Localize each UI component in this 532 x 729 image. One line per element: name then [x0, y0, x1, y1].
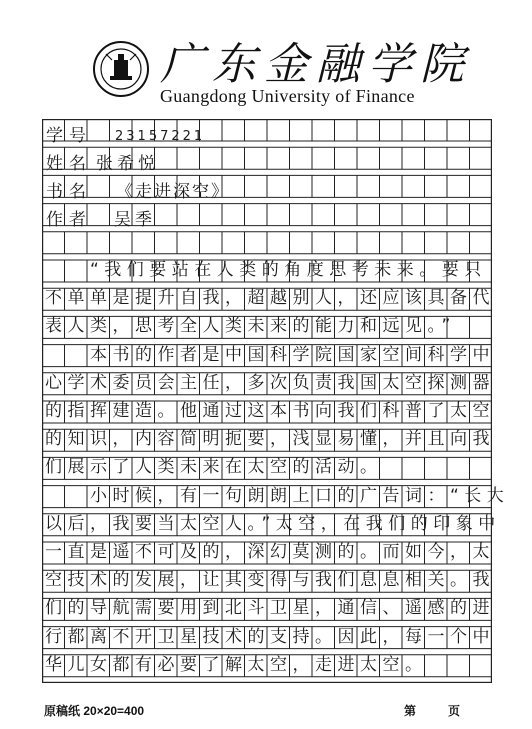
paper-spec-label: 原稿纸 20×20=400 — [44, 704, 145, 718]
essay-line: 的知识，内容简明扼要，浅显易懂，并且向我 — [45, 429, 495, 450]
field-value: 张希悦 — [96, 154, 159, 174]
essay-line: 华儿女都有必要了解太空，走进太空。 — [45, 654, 428, 675]
field-label: 学号 — [46, 126, 92, 146]
essay-line: 以后，我要当太空人。”太空，在我们的印象中 — [45, 513, 501, 534]
essay-line: 本书的作者是中国科学院国家空间科学中 — [90, 344, 495, 365]
essay-line: 行都离不开卫星技术的支持。因此，每一个中 — [45, 626, 495, 647]
essay-line: 的指挥建造。他通过这本书向我们科普了太空 — [45, 401, 495, 421]
university-name-english: Guangdong University of Finance — [160, 86, 415, 106]
page-label-suffix: 页 — [448, 704, 461, 718]
field-value: 23157221 — [115, 129, 206, 144]
essay-line: 心学术委员会主任，多次负责我国太空探测器 — [45, 372, 495, 393]
letterhead — [0, 0, 532, 112]
essay-line: 空技术的发展，让其变得与我们息息相关。我 — [45, 570, 495, 591]
essay-line: 们的导航需要用到北斗卫星，通信、遥感的进 — [45, 598, 495, 619]
university-seal-icon — [92, 40, 150, 98]
essay-line: 表人类，思考全人类未来的能力和远见。” — [45, 316, 456, 337]
university-name-calligraphy: 广东金融学院 — [160, 39, 472, 90]
essay-line: 小时候，有一句朗朗上口的广告词：“长大 — [90, 485, 510, 506]
field-value: 《走进深空》 — [116, 182, 230, 202]
essay-line: “我们要站在人类的角度思考未来。要只 — [90, 260, 487, 280]
essay-line: 不单单是提升自我，超越别人，还应该具备代 — [45, 288, 495, 309]
essay-line: 一直是遥不可及的，深幻莫测的。而如今，太 — [45, 542, 495, 562]
field-label: 姓名 — [46, 154, 92, 174]
field-label: 书名 — [46, 182, 92, 202]
field-value: 吴季 — [114, 210, 156, 230]
field-label: 作者 — [46, 210, 92, 230]
page-label-prefix: 第 — [404, 704, 417, 718]
essay-line: 们展示了人类未来在太空的活动。 — [45, 457, 383, 478]
